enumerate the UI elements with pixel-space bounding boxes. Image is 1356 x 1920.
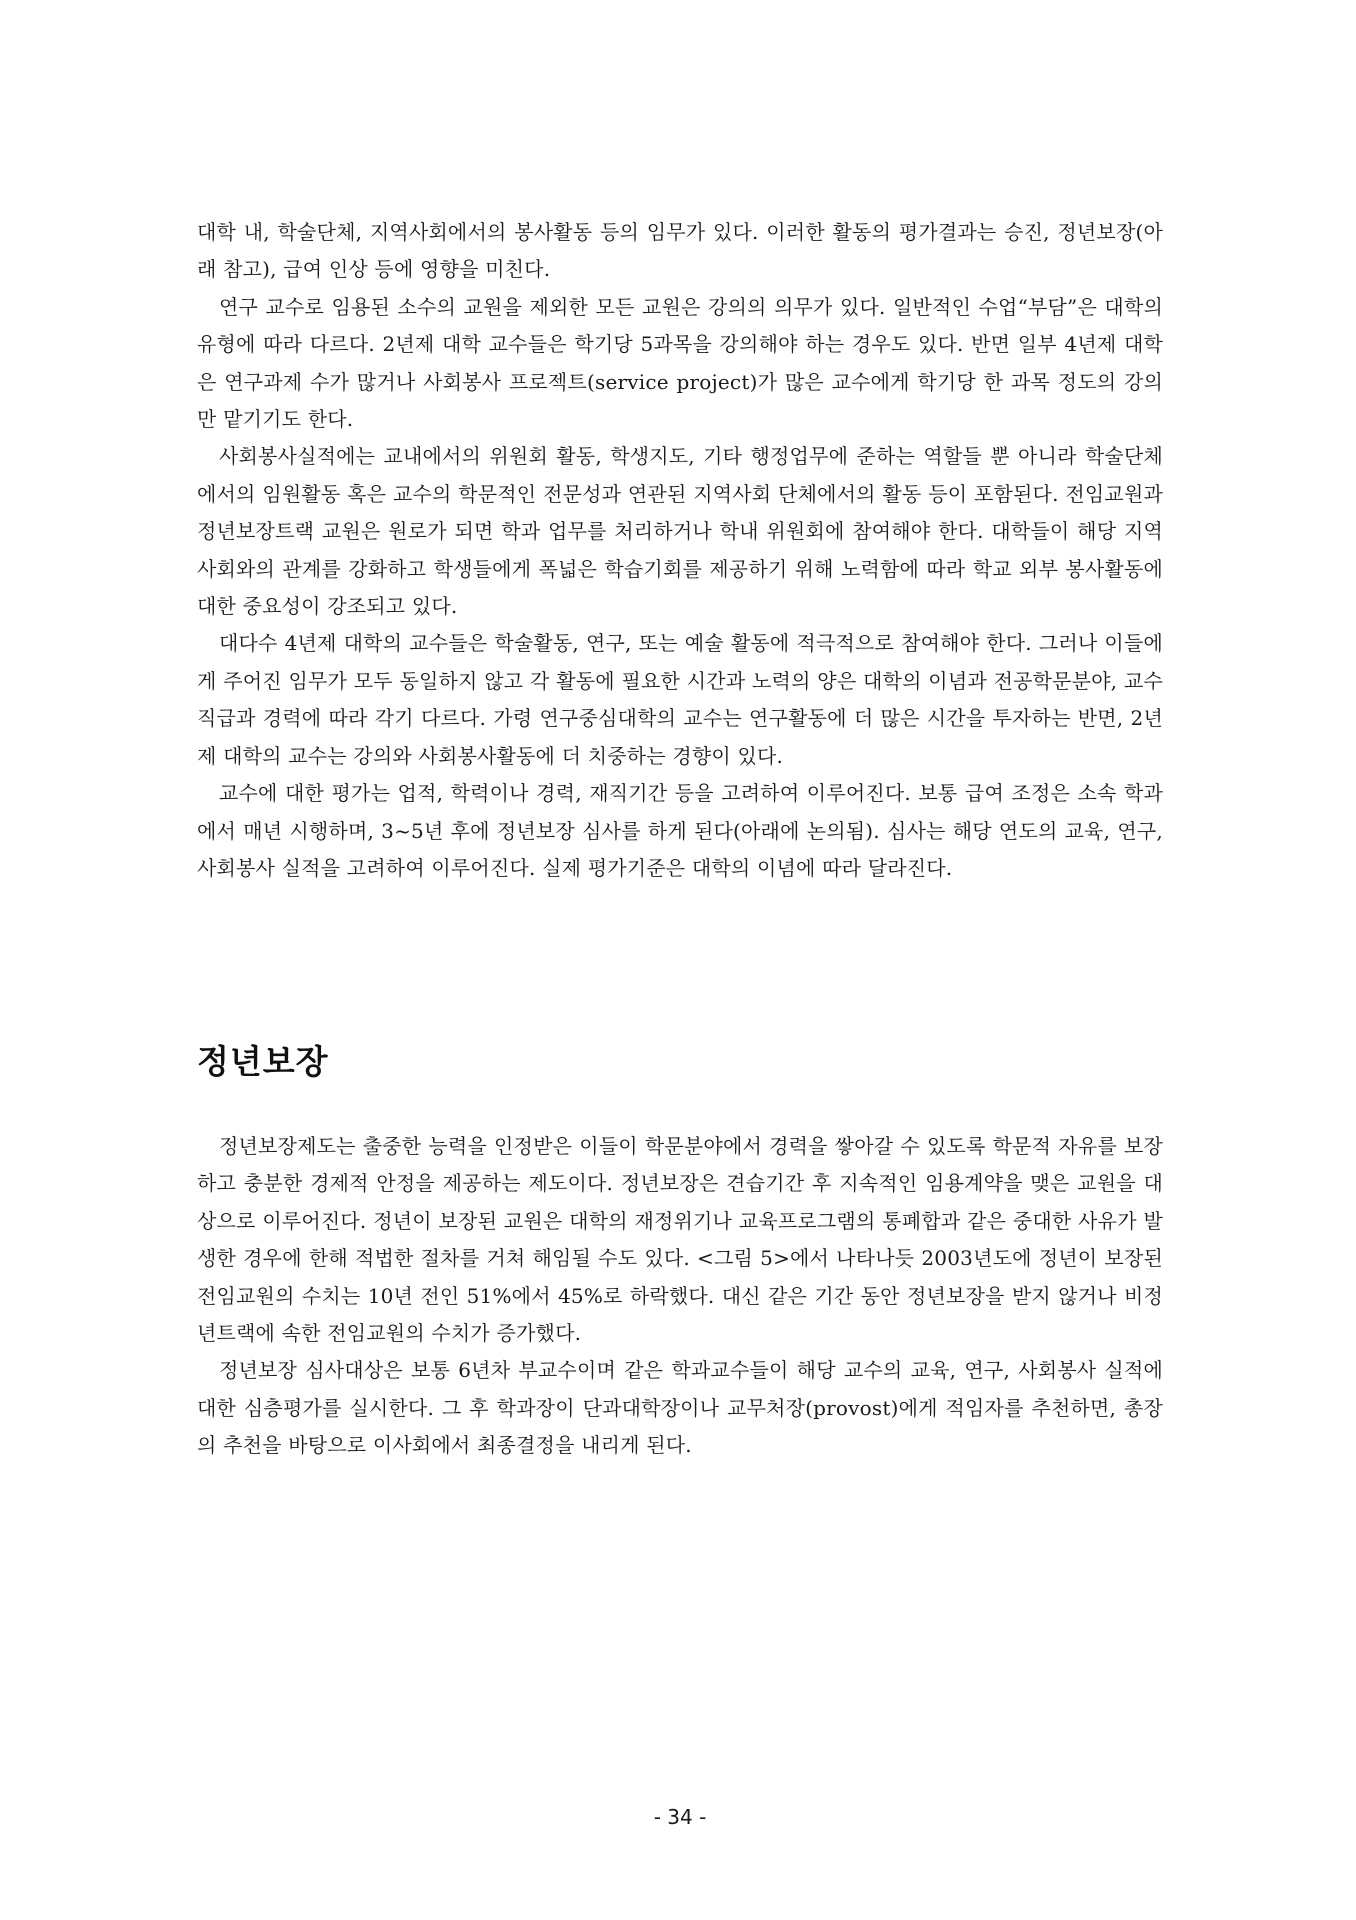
page-number: - 34 - xyxy=(653,1805,707,1829)
paragraph-5: 교수에 대한 평가는 업적, 학력이나 경력, 재직기간 등을 고려하여 이루어진다. 보통 급여 조정은 소속 학과에서 매년 시행하며, 3~5년 후에 정년보장 심사를 하게 된다(아래에 논의됨). 심사는 해당 연도의 교육, 연구, 사회봉사 실적을 고려하여 이루어진다. 실제 평가기준은 대학의 이념에 따라 달라진다. xyxy=(197,781,1163,880)
body-section-top xyxy=(197,214,1163,887)
paragraph-2: 연구 교수로 임용된 소수의 교원을 제외한 모든 교원은 강의의 의무가 있다. 일반적인 수업“부담”은 대학의 유형에 따라 다르다. 2년제 대학 교수들은 학기당 5과목을 강의해야 하는 경우도 있다. 반면 일부 4년제 대학은 연구과제 수가 많거나 사회봉사 프로젝트(service project)가 많은 교수에게 학기당 한 과목 정도의 강의만 맡기기도 한다. xyxy=(197,294,1163,432)
document-page xyxy=(197,0,1163,1920)
section-heading: 정년보장 xyxy=(197,1042,329,1081)
paragraph-7: 정년보장 심사대상은 보통 6년차 부교수이며 같은 학과교수들이 해당 교수의 교육, 연구, 사회봉사 실적에 대한 심층평가를 실시한다. 그 후 학과장이 단과대학장이나 교무처장(provost)에게 적임자를 추천하면, 총장의 추천을 바탕으로 이사회에서 최종결정을 내리게 된다. xyxy=(197,1358,1163,1458)
paragraph-6: 정년보장제도는 출중한 능력을 인정받은 이들이 학문분야에서 경력을 쌓아갈 수 있도록 학문적 자유를 보장하고 충분한 경제적 안정을 제공하는 제도이다. 정년보장은 견습기간 후 지속적인 임용계약을 맺은 교원을 대상으로 이루어진다. 정년이 보장된 교원은 대학의 재정위기나 교육프로그램의 통폐합과 같은 중대한 사유가 발생한 경우에 한해 적법한 절차를 거쳐 해임될 수도 있다. <그림 5>에서 나타나듯 2003년도에 정년이 보장된 전임교원의 수치는 10년 전인 51%에서 45%로 하락했다. 대신 같은 기간 동안 정년보장을 받지 않거나 비정년트랙에 속한 전임교원의 수치가 증가했다. xyxy=(197,1134,1163,1346)
paragraph-4: 대다수 4년제 대학의 교수들은 학술활동, 연구, 또는 예술 활동에 적극적으로 참여해야 한다. 그러나 이들에게 주어진 임무가 모두 동일하지 않고 각 활동에 필요한 시간과 노력의 양은 대학의 이념과 전공학문분야, 교수 직급과 경력에 따라 각기 다르다. 가령 연구중심대학의 교수는 연구활동에 더 많은 시간을 투자하는 반면, 2년제 대학의 교수는 강의와 사회봉사활동에 더 치중하는 경향이 있다. xyxy=(197,631,1163,768)
paragraph-1: 대학 내, 학술단체, 지역사회에서의 봉사활동 등의 임무가 있다. 이러한 활동의 평가결과는 승진, 정년보장(아래 참고), 급여 인상 등에 영향을 미친다. xyxy=(197,220,1163,282)
paragraph-3: 사회봉사실적에는 교내에서의 위원회 활동, 학생지도, 기타 행정업무에 준하는 역할들 뿐 아니라 학술단체에서의 임원활동 혹은 교수의 학문적인 전문성과 연관된 지역사회 단체에서의 활동 등이 포함된다. 전임교원과 정년보장트랙 교원은 원로가 되면 학과 업무를 처리하거나 학내 위원회에 참여해야 한다. 대학들이 해당 지역사회와의 관계를 강화하고 학생들에게 폭넓은 학습기회를 제공하기 위해 노력함에 따라 학교 외부 봉사활동에 대한 중요성이 강조되고 있다. xyxy=(197,444,1163,619)
body-section-bottom xyxy=(197,1128,1163,1465)
